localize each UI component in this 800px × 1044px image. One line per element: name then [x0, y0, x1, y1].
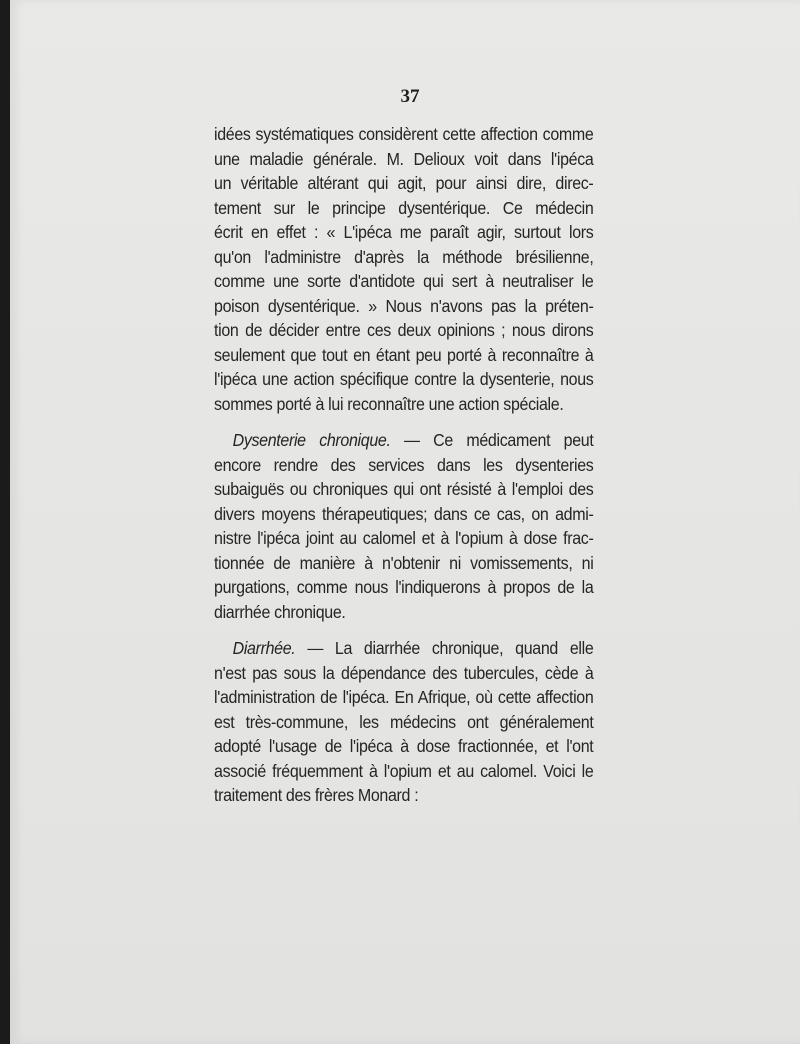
- text-line: n'est pas sous la dépendance des tubercules, cède à: [214, 662, 594, 683]
- text-line: seulement que tout en étant peu porté à reconnaître à: [214, 344, 594, 365]
- text-line: qu'on l'administre d'après la méthode brésilienne,: [214, 246, 594, 267]
- heading-continuation: — Ce médicament peut: [390, 430, 594, 450]
- text-line: poison dysentérique. » Nous n'avons pas la préten-: [214, 295, 594, 316]
- text-line: l'administration de l'ipéca. En Afrique, où cette affection: [214, 687, 594, 707]
- section-heading: Diarrhée.: [232, 638, 296, 658]
- paragraph-ipeca-opinions: [214, 122, 593, 416]
- text-line: tionnée de manière à n'obtenir ni vomissements, ni: [214, 552, 594, 573]
- text-line: l'ipéca une action spécifique contre la dysenterie, nous: [214, 369, 594, 389]
- text-line: sommes porté à lui reconnaître une action spéciale.: [214, 393, 564, 414]
- text-line: nistre l'ipéca joint au calomel et à l'opium à dose frac-: [214, 528, 594, 548]
- page-number: 37: [400, 86, 420, 107]
- body-text: [214, 122, 593, 820]
- text-line: tement sur le principe dysentérique. Ce médecin: [214, 197, 594, 218]
- text-line: [214, 636, 593, 661]
- text-line: une maladie générale. M. Delioux voit dans l'ipéca: [214, 148, 594, 169]
- text-line: diarrhée chronique.: [214, 601, 346, 622]
- text-line: adopté l'usage de l'ipéca à dose fractionnée, et l'ont: [214, 736, 594, 756]
- text-line: encore rendre des services dans les dysenteries: [214, 454, 594, 475]
- text-line: [214, 428, 593, 453]
- text-line: traitement des frères Monard :: [214, 785, 419, 805]
- heading-continuation: — La diarrhée chronique, quand elle: [295, 638, 594, 658]
- text-line: comme une sorte d'antidote qui sert à neutraliser le: [214, 271, 594, 291]
- text-line: écrit en effet : « L'ipéca me paraît agir, surtout lors: [214, 222, 594, 242]
- paragraph-diarrhee: [214, 636, 593, 808]
- text-line: idées systématiques considèrent cette affection comme: [214, 124, 594, 144]
- section-heading: Dysenterie chronique.: [232, 430, 391, 450]
- book-page: [10, 0, 800, 1044]
- text-line: associé fréquemment à l'opium et au calomel. Voici le: [214, 760, 594, 781]
- text-line: divers moyens thérapeutiques; dans ce cas, on admi-: [214, 503, 594, 524]
- text-line: tion de décider entre ces deux opinions ; nous dirons: [214, 320, 594, 340]
- text-line: subaiguës ou chroniques qui ont résisté à l'emploi des: [214, 479, 594, 499]
- paragraph-dysenterie-chronique: [214, 428, 593, 624]
- text-line: un véritable altérant qui agit, pour ainsi dire, direc-: [214, 173, 594, 193]
- text-line: est très-commune, les médecins ont généralement: [214, 711, 594, 732]
- text-line: purgations, comme nous l'indiquerons à propos de la: [214, 577, 594, 597]
